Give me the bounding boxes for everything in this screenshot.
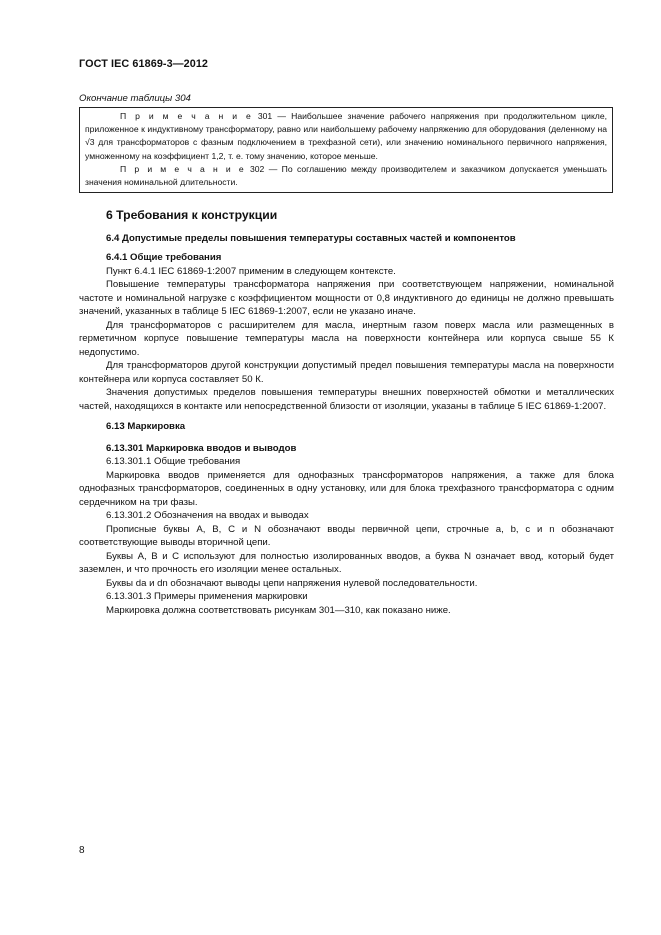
note-number: 301 bbox=[257, 111, 273, 121]
note-number: 302 bbox=[249, 163, 265, 174]
subsection-title: 6.13.301.3 Примеры применения маркировки bbox=[106, 591, 308, 602]
paragraph: Маркировка вводов применяется для однофазных трансформаторов напряжения, а также для блока однофазных трансформаторов, соединенных в одну установку, или для блока трехфазного трансформатора с одним сердечником на три фазы. bbox=[79, 469, 614, 508]
subsection-title: 6.13.301.2 Обозначения на вводах и выводах bbox=[106, 510, 309, 521]
section-6-4-heading: 6.4 Допустимые пределы повышения температуры составных частей и компонентов bbox=[106, 232, 516, 244]
note-label: П р и м е ч а н и е bbox=[120, 163, 246, 174]
paragraph: Значения допустимых пределов повышения температуры внешних поверхностей обмотки и металлических частей, находящихся в контакте или непосредственной близости от изоляции, указаны в таблице 5 IEC 61869-1:2007. bbox=[79, 387, 614, 412]
note-302 bbox=[85, 163, 607, 189]
note-body: — Наибольшее значение рабочего напряжения при продолжительном цикле, приложенное к индуктивному трансформатору, равно или наибольшему рабочему напряжению для оборудования (деленному на √3 для трансформаторов с фазным подключением в трехфазной сети), или значению номинального первичного напряжения, умноженному на коэффициент 1,2, т. е. тому значению, которое меньше. bbox=[85, 111, 607, 161]
section-6-4-1-heading: 6.4.1 Общие требования bbox=[106, 252, 222, 263]
note-body: — По соглашению между производителем и заказчиком допускается уменьшать значения номинальной длительности. bbox=[85, 163, 607, 188]
note-301 bbox=[85, 110, 607, 163]
section-6-13-heading: 6.13 Маркировка bbox=[106, 421, 186, 432]
section-6-13-301-heading: 6.13.301 Маркировка вводов и выводов bbox=[106, 442, 297, 454]
subsection-title: 6.13.301.1 Общие требования bbox=[106, 456, 241, 467]
paragraph: Буквы da и dn обозначают выводы цепи напряжения нулевой последовательности. bbox=[106, 577, 478, 589]
main-content bbox=[79, 207, 614, 617]
spacer bbox=[79, 413, 614, 420]
note-label: П р и м е ч а н и е bbox=[120, 111, 253, 121]
paragraph: Буквы А, В и С используют для полностью изолированных вводов, а буква N означает ввод, который будет заземлен, и что прочность его изоляции менее остальных. bbox=[79, 550, 614, 575]
section-6-heading: 6 Требования к конструкции bbox=[106, 208, 278, 222]
paragraph: Маркировка должна соответствовать рисункам 301—310, как показано ниже. bbox=[106, 604, 451, 616]
spacer bbox=[79, 434, 614, 442]
paragraph: Пункт 6.4.1 IEC 61869-1:2007 применим в следующем контексте. bbox=[106, 265, 396, 277]
table-continuation-caption: Окончание таблицы 304 bbox=[79, 93, 191, 104]
paragraph: Для трансформаторов с расширителем для масла, инертным газом поверх масла или размещенных в герметичном корпусе повышение температуры масла на поверхности контейнера или корпуса свыше 55 К недопустимо. bbox=[79, 319, 614, 358]
page-number: 8 bbox=[79, 845, 85, 856]
notes-table-cell bbox=[79, 107, 613, 193]
paragraph: Повышение температуры трансформатора напряжения при соответствующем напряжении, номинальной частоте и номинальной нагрузке с коэффициентом мощности от 0,8 индуктивного до единицы не должно превышать значений, указанных в таблице 5 IEC 61869-1:2007, если не указано иначе. bbox=[79, 279, 614, 317]
document-header: ГОСТ IEC 61869-3—2012 bbox=[79, 58, 209, 70]
paragraph: Для трансформаторов другой конструкции допустимый предел повышения температуры масла на поверхности контейнера или корпуса составляет 50 К. bbox=[79, 360, 614, 385]
notes-text bbox=[85, 110, 607, 189]
paragraph: Прописные буквы А, В, С и N обозначают вводы первичной цепи, строчные a, b, c и n обозначают соответствующие выводы вторичной цепи. bbox=[79, 523, 614, 548]
